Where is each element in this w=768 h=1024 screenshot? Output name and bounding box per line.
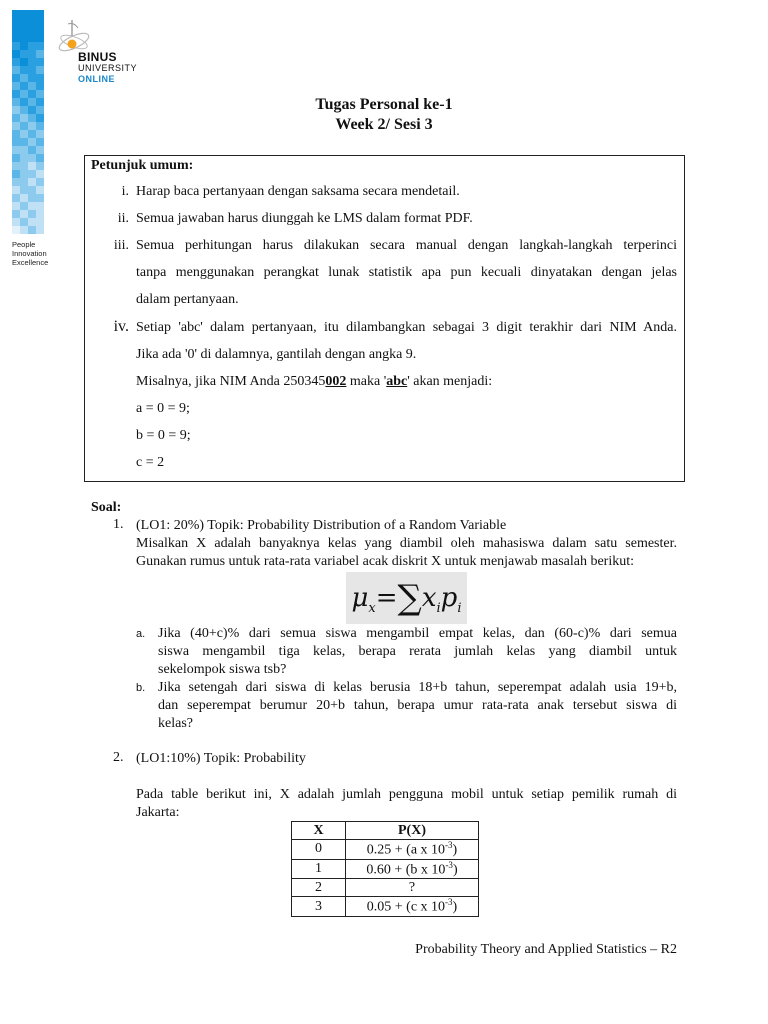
example-value: b = 0 = 9; [136, 428, 191, 443]
table-cell: 1 [292, 859, 346, 879]
pixel-cell [20, 218, 28, 226]
pixel-cell [28, 218, 36, 226]
tagline-line: Excellence [12, 258, 49, 267]
logo-name: BINUS [78, 50, 117, 64]
pixel-cell [12, 26, 20, 34]
pixel-cell [28, 146, 36, 154]
logo-line2: UNIVERSITY [78, 63, 138, 73]
pixel-cell [36, 162, 44, 170]
pixel-cell [28, 34, 36, 42]
pixel-cell [28, 162, 36, 170]
pixel-cell [28, 210, 36, 218]
pixel-cell [20, 26, 28, 34]
pixel-cell [12, 202, 20, 210]
pixel-cell [28, 50, 36, 58]
instruction-text: Jika ada '0' di dalamnya, gantilah dengan angka 9. [136, 347, 417, 362]
pixel-cell [36, 210, 44, 218]
pixel-cell [28, 26, 36, 34]
pixel-cell [36, 42, 44, 50]
cell-text: 0.60 + (b x 10 [366, 862, 446, 878]
example-mid: maka ' [346, 374, 387, 389]
pixel-cell [12, 154, 20, 162]
pixel-cell [36, 170, 44, 178]
pixel-cell [28, 226, 36, 234]
instructions-box [84, 155, 685, 482]
sub-label: a. [136, 628, 146, 640]
pixel-cell [20, 194, 28, 202]
question-title: (LO1: 20%) Topik: Probability Distribution of a Random Variable [136, 518, 507, 533]
pixel-cell [20, 170, 28, 178]
pixel-cell [20, 162, 28, 170]
pixel-cell [36, 74, 44, 82]
pixel-cell [36, 154, 44, 162]
pixel-cell [12, 226, 20, 234]
mean-formula [346, 572, 467, 624]
question-text: Misalkan X adalah banyaknya kelas yang diambil oleh mahasiswa dalam satu semester. [136, 536, 677, 551]
pixel-cell [20, 42, 28, 50]
table-cell [346, 840, 479, 860]
pixel-cell [12, 218, 20, 226]
pixel-cell [20, 138, 28, 146]
pixel-cell [12, 34, 20, 42]
question-text: Jika setengah dari siswa di kelas berusia 18+b tahun, seperempat adalah usia 19+b, [158, 680, 677, 695]
pixel-cell [20, 10, 28, 18]
question-2-text [136, 786, 677, 822]
pixel-cell [12, 50, 20, 58]
pixel-cell [28, 202, 36, 210]
cell-text: ) [452, 862, 458, 878]
formula-x: x [421, 583, 437, 613]
table-row [292, 879, 479, 897]
instruction-number: i. [121, 184, 129, 199]
probability-table [291, 821, 479, 917]
nim-tail: 002 [325, 374, 347, 389]
pixel-cell [12, 66, 20, 74]
pixel-cell [28, 18, 36, 26]
pixel-cell [12, 210, 20, 218]
abc-label: abc [386, 374, 408, 389]
pixel-cell [36, 58, 44, 66]
formula-eq: = [375, 583, 398, 613]
logo-line3: ONLINE [78, 74, 116, 84]
cell-exponent: -3 [445, 859, 453, 870]
pixel-cell [12, 178, 20, 186]
pixel-cell [20, 146, 28, 154]
question-text: Gunakan rumus untuk rata-rata variabel acak diskrit X untuk menjawab masalah berikut: [136, 554, 634, 569]
pixel-cell [12, 18, 20, 26]
pixel-cell [36, 138, 44, 146]
pixel-cell [28, 82, 36, 90]
cell-text: ? [408, 879, 416, 895]
pixel-cell [20, 210, 28, 218]
pixel-cell [20, 186, 28, 194]
page-footer: Probability Theory and Applied Statistics – R2 [415, 942, 677, 957]
pixel-cell [36, 178, 44, 186]
pixel-cell [12, 146, 20, 154]
pixel-cell [12, 138, 20, 146]
pixel-cell [20, 202, 28, 210]
tagline-line: People [12, 240, 36, 249]
question-2 [136, 750, 677, 768]
cell-exponent: -3 [445, 897, 453, 908]
question-number: 2. [113, 750, 124, 765]
pixel-cell [36, 34, 44, 42]
pixel-cell [36, 82, 44, 90]
instruction-text: Semua perhitungan harus dilakukan secara manual dengan langkah-langkah terperinci [136, 238, 677, 253]
instruction-text: Semua jawaban harus diunggah ke LMS dalam format PDF. [136, 211, 473, 226]
instruction-number: iv. [113, 318, 129, 335]
pixel-cell [20, 34, 28, 42]
pixel-cell [28, 170, 36, 178]
pixel-cell [28, 66, 36, 74]
pixel-cell [36, 186, 44, 194]
question-text: Jakarta: [136, 805, 180, 820]
formula-sub: i [436, 601, 441, 617]
table-cell: 3 [292, 897, 346, 917]
pixel-cell [12, 74, 20, 82]
cell-text: ) [452, 842, 458, 858]
question-1 [136, 517, 677, 571]
instruction-number: iii. [113, 238, 129, 253]
pixel-cell [36, 26, 44, 34]
pixel-cell [20, 18, 28, 26]
example-line [136, 374, 677, 390]
table-cell: 0 [292, 840, 346, 860]
formula-p: p [440, 583, 458, 613]
formula-sub: i [457, 601, 462, 617]
document-title: Tugas Personal ke-1 [315, 96, 453, 113]
pixel-cell [20, 74, 28, 82]
pixel-cell [20, 82, 28, 90]
pixel-cell [28, 194, 36, 202]
tagline-line: Innovation [12, 249, 47, 258]
table-header: P(X) [346, 822, 479, 840]
question-number: 1. [113, 517, 124, 532]
question-1b [158, 679, 677, 733]
table-header-row [292, 822, 479, 840]
document-subtitle: Week 2/ Sesi 3 [335, 116, 433, 133]
cell-text: 0.05 + (c x 10 [366, 899, 446, 915]
tagline [12, 240, 48, 267]
pixel-cell [12, 10, 20, 18]
pixel-cell [28, 186, 36, 194]
pixel-cell [12, 194, 20, 202]
pixel-cell [20, 50, 28, 58]
pixel-cell [36, 66, 44, 74]
instruction-text: Setiap 'abc' dalam pertanyaan, itu dilambangkan sebagai 3 digit terakhir dari NIM Anda. [136, 320, 677, 335]
cell-exponent: -3 [445, 840, 453, 850]
pixel-cell [28, 154, 36, 162]
sub-label: b. [136, 682, 146, 694]
question-text: sekelompok siswa tsb? [158, 662, 287, 677]
question-text: dan seperempat berumur 20+b tahun, berapa umur rata-rata anak tersebut siswa di [158, 698, 677, 713]
instruction-number: ii. [117, 211, 129, 226]
pixel-cell [20, 226, 28, 234]
question-text: kelas? [158, 716, 193, 731]
formula-sigma: ∑ [397, 578, 422, 618]
example-suffix: ' akan menjadi: [407, 374, 493, 389]
instruction-text: dalam pertanyaan. [136, 292, 239, 307]
pixel-cell [28, 138, 36, 146]
logo-wordmark [78, 52, 137, 85]
question-title: (LO1:10%) Topik: Probability [136, 751, 306, 766]
pixel-cell [36, 226, 44, 234]
question-text: Jika (40+c)% dari semua siswa mengambil empat kelas, dan (60-c)% dari semua [158, 626, 677, 641]
instruction-text: Harap baca pertanyaan dengan saksama secara mendetail. [136, 184, 460, 199]
pixel-cell [36, 10, 44, 18]
question-1a [158, 625, 677, 679]
cell-text: ) [452, 899, 458, 915]
pixel-cell [20, 58, 28, 66]
pixel-cell [28, 58, 36, 66]
question-text: siswa mengambil tiga kelas, berapa rerata jumlah kelas yang diambil untuk [158, 644, 677, 659]
pixel-cell [20, 154, 28, 162]
table-cell [346, 897, 479, 917]
pixel-cell [36, 194, 44, 202]
question-text: Pada table berikut ini, X adalah jumlah pengguna mobil untuk setiap pemilik rumah di [136, 787, 677, 802]
pixel-cell [12, 162, 20, 170]
table-row [292, 897, 479, 917]
table-row [292, 859, 479, 879]
formula-mu: μ [351, 583, 369, 613]
cell-text: 0.25 + (a x 10 [366, 842, 446, 858]
pixel-cell [28, 74, 36, 82]
pixel-cell [36, 146, 44, 154]
formula-sub: x [368, 601, 376, 617]
table-cell: 2 [292, 879, 346, 897]
instructions-heading: Petunjuk umum: [91, 158, 194, 173]
table-header: X [292, 822, 346, 840]
pixel-cell [36, 218, 44, 226]
example-prefix: Misalnya, jika NIM Anda 250345 [136, 374, 326, 389]
pixel-cell [28, 178, 36, 186]
table-cell [346, 859, 479, 879]
pixel-cell [36, 18, 44, 26]
soal-heading: Soal: [91, 500, 122, 515]
pixel-cell [36, 202, 44, 210]
example-value: a = 0 = 9; [136, 401, 190, 416]
pixel-cell [20, 178, 28, 186]
pixel-cell [12, 82, 20, 90]
pixel-cell [28, 10, 36, 18]
pixel-cell [12, 42, 20, 50]
instruction-text: tanpa menggunakan perangkat lunak statistik apa pun kecuali dinyatakan dengan jelas [136, 265, 677, 280]
pixel-cell [28, 42, 36, 50]
pixel-cell [12, 58, 20, 66]
table-cell [346, 879, 479, 897]
pixel-cell [12, 170, 20, 178]
example-value: c = 2 [136, 455, 165, 470]
pixel-cell [12, 186, 20, 194]
pixel-cell [20, 66, 28, 74]
pixel-cell [36, 50, 44, 58]
table-row [292, 840, 479, 860]
